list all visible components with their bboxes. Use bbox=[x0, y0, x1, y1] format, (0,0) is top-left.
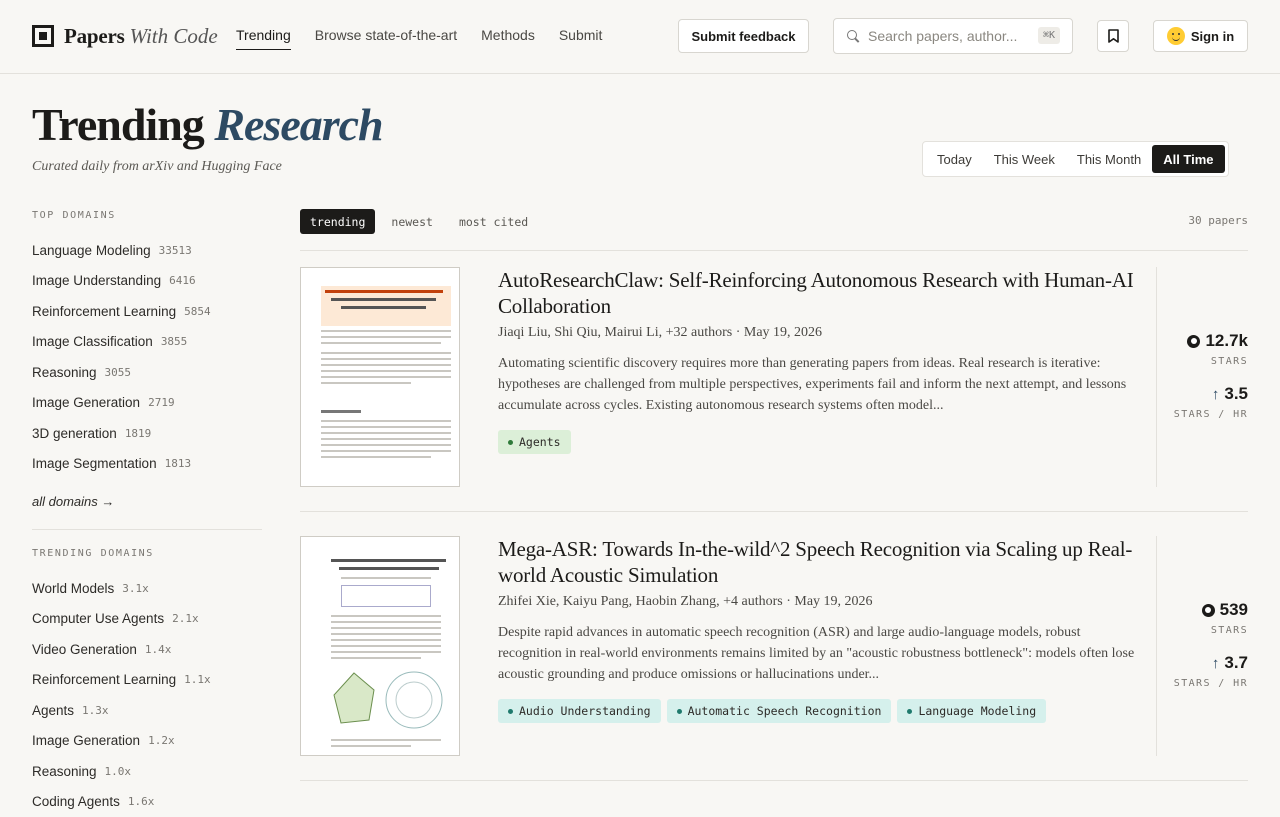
top-domains-list bbox=[32, 235, 262, 479]
nav-trending[interactable]: Trending bbox=[236, 27, 291, 50]
search-shortcut: ⌘K bbox=[1038, 27, 1060, 44]
domain-growth: 1.4x bbox=[145, 643, 172, 656]
paper-tags bbox=[498, 430, 571, 454]
rate-label: STARS / HR bbox=[1174, 409, 1248, 420]
paper-abstract: Automating scientific discovery requires more than generating papers from ideas. Real research is iterative: hypotheses are challenged from multiple perspectives, experiments fail and inform the next attempt, and lessons accumulate across cycles. Existing autonomous research systems often model... bbox=[498, 353, 1138, 416]
paper-stats bbox=[1156, 536, 1248, 756]
stars-value bbox=[1202, 600, 1248, 620]
domain-label: Coding Agents bbox=[32, 794, 120, 809]
trending-domain-item[interactable] bbox=[32, 573, 262, 604]
paper-card bbox=[300, 267, 1248, 487]
domain-label: Image Generation bbox=[32, 395, 140, 410]
filter-newest[interactable]: newest bbox=[381, 209, 443, 234]
domain-tag[interactable] bbox=[897, 699, 1046, 723]
filter-most-cited[interactable]: most cited bbox=[449, 209, 538, 234]
domain-item[interactable] bbox=[32, 296, 262, 327]
logo-accent: With Code bbox=[130, 24, 218, 49]
filter-trending[interactable]: trending bbox=[300, 209, 375, 234]
domain-count: 3055 bbox=[105, 366, 132, 379]
tag-dot-icon bbox=[677, 709, 682, 714]
stars-value bbox=[1187, 331, 1248, 351]
nav-browse-sota[interactable]: Browse state-of-the-art bbox=[315, 27, 457, 50]
domain-label: Image Segmentation bbox=[32, 456, 157, 471]
period-today[interactable]: Today bbox=[926, 145, 983, 173]
all-domains-link[interactable]: all domains → bbox=[32, 494, 114, 509]
bookmark-button[interactable] bbox=[1097, 20, 1129, 52]
trending-domain-item[interactable] bbox=[32, 665, 262, 696]
divider bbox=[300, 250, 1248, 251]
period-this-week[interactable]: This Week bbox=[983, 145, 1066, 173]
tag-dot-icon bbox=[508, 709, 513, 714]
sign-in-label: Sign in bbox=[1191, 29, 1234, 44]
domain-item[interactable] bbox=[32, 449, 262, 480]
domain-label: Language Modeling bbox=[32, 243, 151, 258]
domain-item[interactable] bbox=[32, 418, 262, 449]
divider bbox=[300, 780, 1248, 781]
stars-number: 539 bbox=[1220, 600, 1248, 620]
domain-label: Video Generation bbox=[32, 642, 137, 657]
domain-item[interactable] bbox=[32, 357, 262, 388]
trending-domain-item[interactable] bbox=[32, 756, 262, 787]
domain-count: 2719 bbox=[148, 396, 175, 409]
domain-growth: 1.6x bbox=[128, 795, 155, 808]
trending-domain-item[interactable] bbox=[32, 634, 262, 665]
rate-label: STARS / HR bbox=[1174, 678, 1248, 689]
paper-stats bbox=[1156, 267, 1248, 487]
stars-rate bbox=[1212, 653, 1248, 673]
trending-domain-item[interactable] bbox=[32, 604, 262, 635]
domain-label: Image Generation bbox=[32, 733, 140, 748]
site-logo[interactable] bbox=[32, 22, 218, 50]
tag-label: Automatic Speech Recognition bbox=[688, 704, 882, 718]
paper-meta: Jiaqi Liu, Shi Qiu, Mairui Li, +32 authors · May 19, 2026 bbox=[498, 325, 822, 341]
period-all-time[interactable]: All Time bbox=[1152, 145, 1224, 173]
domain-label: World Models bbox=[32, 581, 114, 596]
top-domains-heading: TOP DOMAINS bbox=[32, 210, 116, 221]
domain-item[interactable] bbox=[32, 388, 262, 419]
hugging-face-icon bbox=[1167, 27, 1185, 45]
sort-filters bbox=[300, 209, 538, 234]
page-title-accent: Research bbox=[214, 99, 382, 150]
search-icon bbox=[846, 29, 860, 43]
domain-growth: 1.2x bbox=[148, 734, 175, 747]
domain-label: Agents bbox=[32, 703, 74, 718]
trending-domain-item[interactable] bbox=[32, 787, 262, 817]
paper-abstract: Despite rapid advances in automatic speech recognition (ASR) and large audio-language models, robust recognition in real-world environments remains limited by an "acoustic robustness bottleneck": models often lose acoustic grounding and produce omissions or hallucinations under... bbox=[498, 622, 1138, 685]
domain-count: 3855 bbox=[161, 335, 188, 348]
stars-number: 12.7k bbox=[1205, 331, 1248, 351]
logo-text: Papers bbox=[64, 24, 125, 49]
domain-label: Reasoning bbox=[32, 764, 97, 779]
paper-meta: Zhifei Xie, Kaiyu Pang, Haobin Zhang, +4 authors · May 19, 2026 bbox=[498, 594, 873, 610]
domain-count: 1813 bbox=[165, 457, 192, 470]
domain-growth: 1.3x bbox=[82, 704, 109, 717]
domain-tag[interactable] bbox=[667, 699, 892, 723]
rate-number: 3.7 bbox=[1224, 653, 1248, 673]
page-title bbox=[32, 98, 383, 151]
arrow-up-icon: ↑ bbox=[1212, 386, 1220, 403]
logo-icon bbox=[32, 25, 54, 47]
domain-label: Computer Use Agents bbox=[32, 611, 164, 626]
domain-count: 6416 bbox=[169, 274, 196, 287]
figure-radar-icon bbox=[329, 665, 439, 735]
stars-label: STARS bbox=[1211, 625, 1248, 636]
tag-label: Language Modeling bbox=[918, 704, 1036, 718]
period-this-month[interactable]: This Month bbox=[1066, 145, 1152, 173]
domain-growth: 1.1x bbox=[184, 673, 211, 686]
paper-title[interactable]: Mega-ASR: Towards In-the-wild^2 Speech Recognition via Scaling up Real-world Acoustic Simulation bbox=[498, 536, 1138, 588]
main-nav bbox=[236, 27, 602, 50]
rate-number: 3.5 bbox=[1224, 384, 1248, 404]
github-icon bbox=[1187, 335, 1200, 348]
paper-title[interactable]: AutoResearchClaw: Self-Reinforcing Autonomous Research with Human-AI Collaboration bbox=[498, 267, 1138, 319]
trending-domain-item[interactable] bbox=[32, 695, 262, 726]
domain-tag[interactable] bbox=[498, 430, 571, 454]
domain-item[interactable] bbox=[32, 327, 262, 358]
search-box[interactable] bbox=[833, 18, 1073, 54]
page-subtitle: Curated daily from arXiv and Hugging Face bbox=[32, 159, 282, 175]
nav-submit[interactable]: Submit bbox=[559, 27, 603, 50]
domain-count: 1819 bbox=[125, 427, 152, 440]
bookmark-icon bbox=[1108, 29, 1119, 43]
domain-label: Reinforcement Learning bbox=[32, 672, 176, 687]
sign-in-button[interactable] bbox=[1153, 20, 1248, 52]
domain-label: Reinforcement Learning bbox=[32, 304, 176, 319]
trending-domain-item[interactable] bbox=[32, 726, 262, 757]
stars-label: STARS bbox=[1211, 356, 1248, 367]
tag-label: Agents bbox=[519, 435, 561, 449]
stars-rate bbox=[1212, 384, 1248, 404]
domain-label: Reasoning bbox=[32, 365, 97, 380]
domain-count: 33513 bbox=[159, 244, 192, 257]
tag-dot-icon bbox=[907, 709, 912, 714]
paper-count: 30 papers bbox=[1188, 214, 1248, 227]
domain-growth: 1.0x bbox=[105, 765, 132, 778]
domain-label: 3D generation bbox=[32, 426, 117, 441]
trending-domains-list bbox=[32, 573, 262, 817]
page-title-main: Trending bbox=[32, 99, 204, 150]
github-icon bbox=[1202, 604, 1215, 617]
domain-count: 5854 bbox=[184, 305, 211, 318]
arrow-up-icon: ↑ bbox=[1212, 655, 1220, 672]
period-selector bbox=[922, 141, 1229, 177]
sidebar-divider bbox=[32, 529, 262, 530]
nav-methods[interactable]: Methods bbox=[481, 27, 535, 50]
domain-label: Image Classification bbox=[32, 334, 153, 349]
divider bbox=[300, 511, 1248, 512]
domain-tag[interactable] bbox=[498, 699, 661, 723]
tag-dot-icon bbox=[508, 440, 513, 445]
domain-item[interactable] bbox=[32, 235, 262, 266]
domain-item[interactable] bbox=[32, 266, 262, 297]
paper-tags bbox=[498, 699, 1046, 723]
search-input[interactable] bbox=[868, 28, 1028, 44]
domain-growth: 3.1x bbox=[122, 582, 149, 595]
domain-growth: 2.1x bbox=[172, 612, 199, 625]
tag-label: Audio Understanding bbox=[519, 704, 651, 718]
paper-thumbnail[interactable] bbox=[300, 536, 460, 756]
submit-feedback-button[interactable]: Submit feedback bbox=[678, 19, 809, 53]
paper-thumbnail[interactable] bbox=[300, 267, 460, 487]
trending-domains-heading: TRENDING DOMAINS bbox=[32, 548, 154, 559]
paper-card bbox=[300, 536, 1248, 756]
top-header bbox=[0, 0, 1280, 74]
domain-label: Image Understanding bbox=[32, 273, 161, 288]
